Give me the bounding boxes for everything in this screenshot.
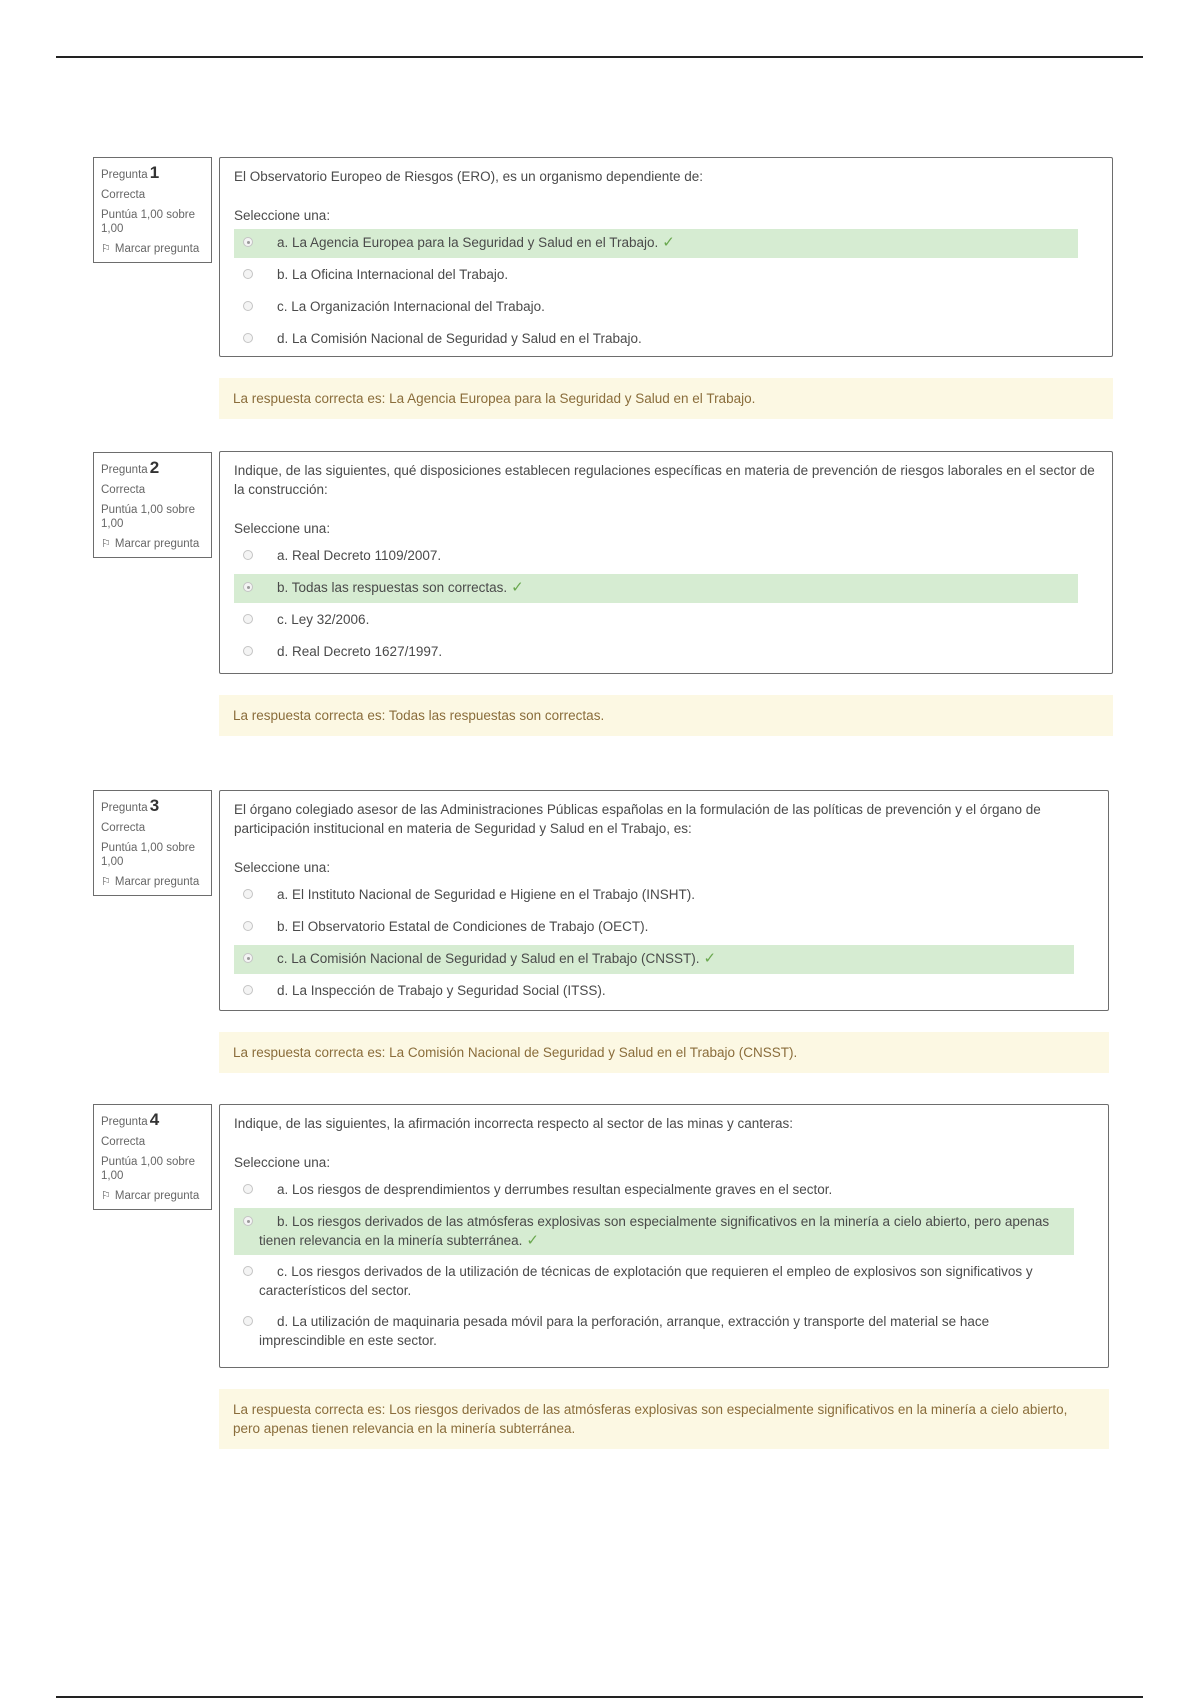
flag-label: Marcar pregunta [114, 538, 200, 550]
question-state: Correcta [101, 822, 146, 834]
feedback-box-3: La respuesta correcta es: La Comisión Nacional de Seguridad y Salud en el Trabajo (CNSST). [219, 1032, 1109, 1073]
answer-list [234, 542, 1078, 667]
radio-button[interactable] [243, 921, 253, 931]
radio-button[interactable] [243, 646, 253, 656]
question-label: Pregunta [101, 169, 148, 181]
select-prompt: Seleccione una: [234, 860, 331, 875]
flag-icon: ⚐ [101, 1190, 111, 1202]
question-number: 4 [149, 1110, 160, 1129]
radio-button[interactable] [243, 1316, 253, 1326]
answer-option-c[interactable] [234, 945, 1074, 974]
answer-option-b[interactable] [234, 574, 1078, 603]
question-number: 3 [149, 796, 160, 815]
question-info-4 [93, 1104, 212, 1210]
question-state: Correcta [101, 189, 146, 201]
answer-option-d[interactable] [234, 325, 1078, 354]
answer-list [234, 1176, 1074, 1355]
question-content-4 [219, 1104, 1109, 1368]
question-content-1 [219, 157, 1113, 357]
page-bottom-rule [56, 1696, 1143, 1698]
feedback-box-2: La respuesta correcta es: Todas las respuestas son correctas. [219, 695, 1113, 736]
question-score: Puntúa 1,00 sobre 1,00 [101, 504, 195, 530]
question-state: Correcta [101, 1136, 146, 1148]
question-text: El Observatorio Europeo de Riesgos (ERO), es un organismo dependiente de: [234, 169, 704, 184]
flag-question-link[interactable] [101, 875, 204, 889]
flag-question-link[interactable] [101, 1189, 204, 1203]
flag-question-link[interactable] [101, 242, 204, 256]
radio-button[interactable] [243, 237, 253, 247]
flag-label: Marcar pregunta [114, 1190, 200, 1202]
radio-button[interactable] [243, 550, 253, 560]
answer-option-c[interactable] [234, 606, 1078, 635]
answer-text: a. La Agencia Europea para la Seguridad y Salud en el Trabajo. [277, 235, 659, 250]
radio-button[interactable] [243, 1266, 253, 1276]
select-prompt: Seleccione una: [234, 208, 331, 223]
answer-option-c[interactable] [234, 1258, 1074, 1305]
radio-button[interactable] [243, 582, 253, 592]
checkmark-icon: ✓ [526, 1232, 539, 1249]
answer-text: b. La Oficina Internacional del Trabajo. [277, 267, 509, 282]
question-state: Correcta [101, 484, 146, 496]
answer-text: c. La Comisión Nacional de Seguridad y Salud en el Trabajo (CNSST). [277, 951, 700, 966]
answer-option-a[interactable] [234, 542, 1078, 571]
flag-label: Marcar pregunta [114, 876, 200, 888]
question-info-2 [93, 452, 212, 558]
question-text: Indique, de las siguientes, la afirmación incorrecta respecto al sector de las minas y canteras: [234, 1116, 794, 1131]
answer-list [234, 229, 1078, 354]
answer-option-a[interactable] [234, 881, 1074, 910]
question-text: Indique, de las siguientes, qué disposiciones establecen regulaciones específicas en materia de prevención de riesgos laborales en el sector de la construcción: [234, 463, 1095, 497]
answer-option-b[interactable] [234, 261, 1078, 290]
checkmark-icon: ✓ [511, 579, 524, 596]
radio-button[interactable] [243, 889, 253, 899]
answer-option-b[interactable] [234, 1208, 1074, 1255]
checkmark-icon: ✓ [703, 950, 717, 967]
checkmark-icon: ✓ [662, 234, 675, 251]
question-info-3 [93, 790, 212, 896]
question-label: Pregunta [101, 464, 148, 476]
flag-label: Marcar pregunta [114, 243, 200, 255]
radio-button[interactable] [243, 1184, 253, 1194]
feedback-box-1: La respuesta correcta es: La Agencia Europea para la Seguridad y Salud en el Trabajo. [219, 378, 1113, 419]
flag-icon: ⚐ [101, 876, 111, 888]
answer-option-d[interactable] [234, 638, 1078, 667]
flag-icon: ⚐ [101, 243, 111, 255]
radio-button[interactable] [243, 614, 253, 624]
feedback-box-4: La respuesta correcta es: Los riesgos derivados de las atmósferas explosivas son especialmente significativos en la minería a cielo abierto, pero apenas tienen relevancia en la minería subterránea. [219, 1389, 1109, 1449]
answer-option-b[interactable] [234, 913, 1074, 942]
radio-button[interactable] [243, 1216, 253, 1226]
answer-text: b. Todas las respuestas son correctas. [277, 580, 508, 595]
answer-text: d. La utilización de maquinaria pesada móvil para la perforación, arranque, extracción y transporte del material se hace imprescindible en este sector. [259, 1314, 990, 1348]
answer-text: a. Real Decreto 1109/2007. [277, 548, 442, 563]
question-number: 1 [149, 163, 160, 182]
question-label: Pregunta [101, 802, 148, 814]
question-label: Pregunta [101, 1116, 148, 1128]
radio-button[interactable] [243, 985, 253, 995]
page-top-rule [56, 56, 1143, 58]
radio-button[interactable] [243, 269, 253, 279]
question-content-2 [219, 451, 1113, 674]
answer-option-d[interactable] [234, 977, 1074, 1006]
answer-text: b. El Observatorio Estatal de Condiciones de Trabajo (OECT). [277, 919, 649, 934]
question-info-1 [93, 157, 212, 263]
radio-button[interactable] [243, 953, 253, 963]
answer-text-content: b. Los riesgos derivados de las atmósferas explosivas son especialmente significativos en la minería a cielo abierto, pero apenas tienen relevancia en la minería subterránea. [259, 1214, 1050, 1248]
answer-text: d. Real Decreto 1627/1997. [277, 644, 443, 659]
question-score: Puntúa 1,00 sobre 1,00 [101, 209, 195, 235]
radio-button[interactable] [243, 301, 253, 311]
answer-text: c. La Organización Internacional del Trabajo. [277, 299, 545, 314]
flag-icon: ⚐ [101, 538, 111, 550]
answer-list [234, 881, 1074, 1006]
answer-text: c. Los riesgos derivados de la utilización de técnicas de explotación que requieren el empleo de explosivos son significativos y característicos del sector. [259, 1264, 1033, 1298]
answer-option-a[interactable] [234, 229, 1078, 258]
answer-text: d. La Inspección de Trabajo y Seguridad Social (ITSS). [277, 983, 606, 998]
question-score: Puntúa 1,00 sobre 1,00 [101, 1156, 195, 1182]
answer-text: a. El Instituto Nacional de Seguridad e Higiene en el Trabajo (INSHT). [277, 887, 695, 902]
answer-text: c. Ley 32/2006. [277, 612, 370, 627]
answer-text [259, 1212, 1064, 1250]
question-score: Puntúa 1,00 sobre 1,00 [101, 842, 195, 868]
radio-button[interactable] [243, 333, 253, 343]
select-prompt: Seleccione una: [234, 521, 331, 536]
answer-option-c[interactable] [234, 293, 1078, 322]
answer-text: d. La Comisión Nacional de Seguridad y Salud en el Trabajo. [277, 331, 642, 346]
question-text: El órgano colegiado asesor de las Administraciones Públicas españolas en la formulación de las políticas de prevención y el órgano de participación institucional en materia de Seguridad y Salud en el Trabajo, es: [234, 802, 1041, 836]
question-number: 2 [149, 458, 160, 477]
flag-question-link[interactable] [101, 537, 204, 551]
question-content-3 [219, 790, 1109, 1011]
select-prompt: Seleccione una: [234, 1155, 331, 1170]
answer-option-a[interactable] [234, 1176, 1074, 1205]
answer-option-d[interactable] [234, 1308, 1074, 1355]
answer-text: a. Los riesgos de desprendimientos y derrumbes resultan especialmente graves en el sector. [277, 1182, 833, 1197]
